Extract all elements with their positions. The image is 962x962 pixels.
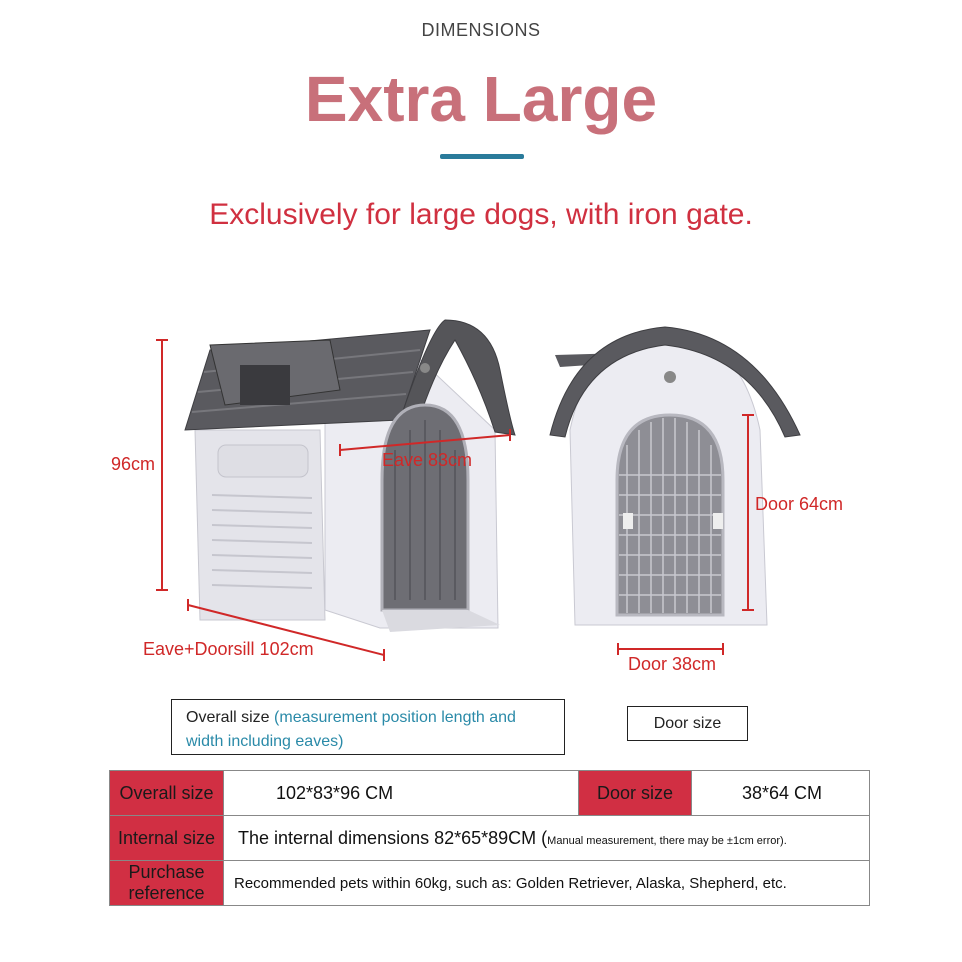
purchase-reference-value: Recommended pets within 60kg, such as: Golden Retriever, Alaska, Shepherd, etc. (224, 861, 870, 906)
page-subtitle: Exclusively for large dogs, with iron gate. (209, 198, 753, 231)
height-label: 96cm (111, 454, 156, 474)
door-width-label: Door 38cm (628, 654, 717, 674)
table-row (110, 861, 870, 906)
overall-size-header: Overall size (110, 771, 224, 816)
purchase-reference-header: Purchase reference (110, 861, 224, 906)
internal-size-value (224, 816, 870, 861)
overall-caption-note: (measurement position length and width including eaves) (186, 709, 516, 750)
eave-label: Eave 83cm (382, 450, 473, 470)
overall-size-caption (171, 699, 565, 755)
internal-size-main: The internal dimensions 82*65*89CM ( (238, 827, 548, 848)
overall-size-value: 102*83*96 CM (224, 771, 579, 816)
door-size-caption: Door size (627, 706, 748, 741)
dog-house-side-view (100, 310, 540, 670)
table-row (110, 771, 870, 816)
spec-table (109, 770, 870, 906)
section-label: DIMENSIONS (421, 20, 541, 40)
overall-caption-main: Overall size (186, 709, 270, 726)
title-underline (440, 154, 524, 159)
internal-size-header: Internal size (110, 816, 224, 861)
door-height-label: Door 64cm (755, 494, 844, 514)
page-title: Extra Large (304, 63, 658, 135)
table-row (110, 816, 870, 861)
door-size-header: Door size (579, 771, 692, 816)
door-size-value: 38*64 CM (692, 771, 870, 816)
internal-size-note: Manual measurement, there may be ±1cm error). (547, 834, 787, 847)
length-label: Eave+Doorsill 102cm (143, 639, 314, 659)
